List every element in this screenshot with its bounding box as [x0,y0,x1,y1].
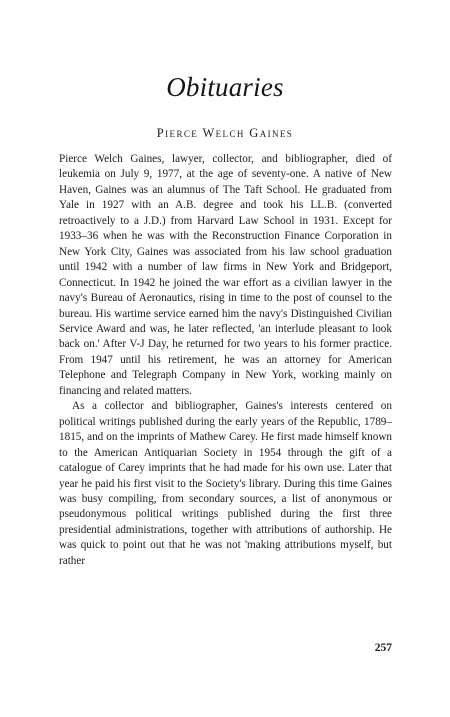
obituary-subject-name: Pierce Welch Gaines [156,126,294,140]
page-number: 257 [374,642,392,654]
body-paragraph: Pierce Welch Gaines, lawyer, collector, and bibliographer, died of leukemia on July 9, 1977, at the age of seventy-one. A native of New Haven, Gaines was an alumnus of The Taft School. He graduated from Yale in 1927 with an A.B. degree and took his LL.B. (converted retroactively to a J.D.) from Harvard Law School in 1931. Except for 1933–36 when he was with the Reconstruction Finance Corporation in New York City, Gaines was associated from his law school graduation until 1942 with a number of law firms in New York and Bridgeport, Connecticut. In 1942 he joined the war effort as a civilian lawyer in the navy's Bureau of Aeronautics, rising in time to the post of counsel to the bureau. His wartime service earned him the navy's Distinguished Civilian Service Award and was, he later reflected, 'an interlude pleasant to look back on.' After V-J Day, he returned for two years to his former practice. From 1947 until his retirement, he was an attorney for American Telephone and Telegraph Company in New York, working mainly on financing and related matters. [59,153,392,397]
body-paragraph: As a collector and bibliographer, Gaines's interests centered on political writings published during the early years of the Republic, 1789–1815, and on the imprints of Mathew Carey. He first made himself known to the American Antiquarian Society in 1954 through the gift of a catalogue of Carey imprints that he had made for his own use. Later that year he paid his first visit to the Society's library. During this time Gaines was busy compiling, from secondary sources, a list of anonymous or pseudonymous political writings published during the first three presidential administrations, together with attributions of authorship. He was quick to point out that he was not 'making attributions myself, but rather [59,400,392,567]
section-title: Obituaries [166,72,284,102]
obituary-body [59,152,392,569]
